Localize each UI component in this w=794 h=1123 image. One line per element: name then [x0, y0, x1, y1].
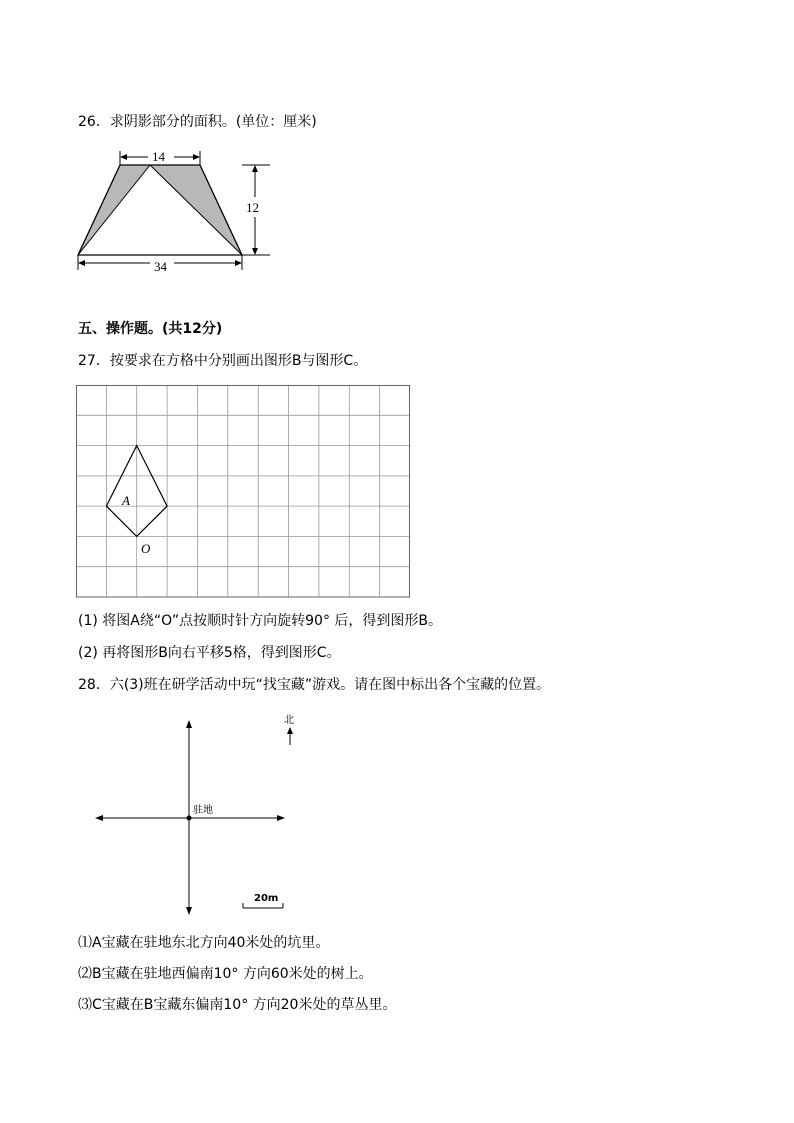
- q26-text: 26．求阴影部分的面积。(单位：厘米): [78, 114, 317, 130]
- trapezoid-figure: [70, 145, 280, 275]
- bottom-length-label: 34: [154, 259, 167, 274]
- north-arrow-icon: [287, 727, 293, 734]
- grid-figure: [76, 385, 410, 598]
- shaded-right-triangle: [150, 165, 242, 255]
- q28-text: 28．六(3)班在研学活动中玩“找宝藏”游戏。请在图中标出各个宝藏的位置。: [78, 677, 551, 693]
- height-label: 12: [246, 200, 259, 215]
- q28-item-3: ⑶C宝藏在B宝藏东偏南10° 方向20米处的草丛里。: [78, 997, 397, 1013]
- top-length-label: 14: [152, 149, 165, 164]
- scale-label: 20m: [254, 893, 279, 904]
- q27-step2: (2) 再将图形B向右平移5格，得到图形C。: [78, 645, 341, 661]
- origin-point: [187, 816, 192, 821]
- shape-a-label: A: [122, 493, 130, 508]
- q28-item-2: ⑵B宝藏在驻地西偏南10° 方向60米处的树上。: [78, 966, 373, 982]
- q27-step1: (1) 将图A绕“O”点按顺时针方向旋转90° 后，得到图形B。: [78, 613, 443, 629]
- section-heading: 五、操作题。(共12分): [78, 321, 223, 337]
- q27-text: 27．按要求在方格中分别画出图形B与图形C。: [78, 353, 368, 369]
- origin-label: 驻地: [193, 805, 213, 816]
- point-o-label: O: [141, 541, 151, 556]
- q28-item-1: ⑴A宝藏在驻地东北方向40米处的坑里。: [78, 935, 330, 951]
- north-label: 北: [284, 715, 294, 726]
- treasure-map: [90, 710, 300, 920]
